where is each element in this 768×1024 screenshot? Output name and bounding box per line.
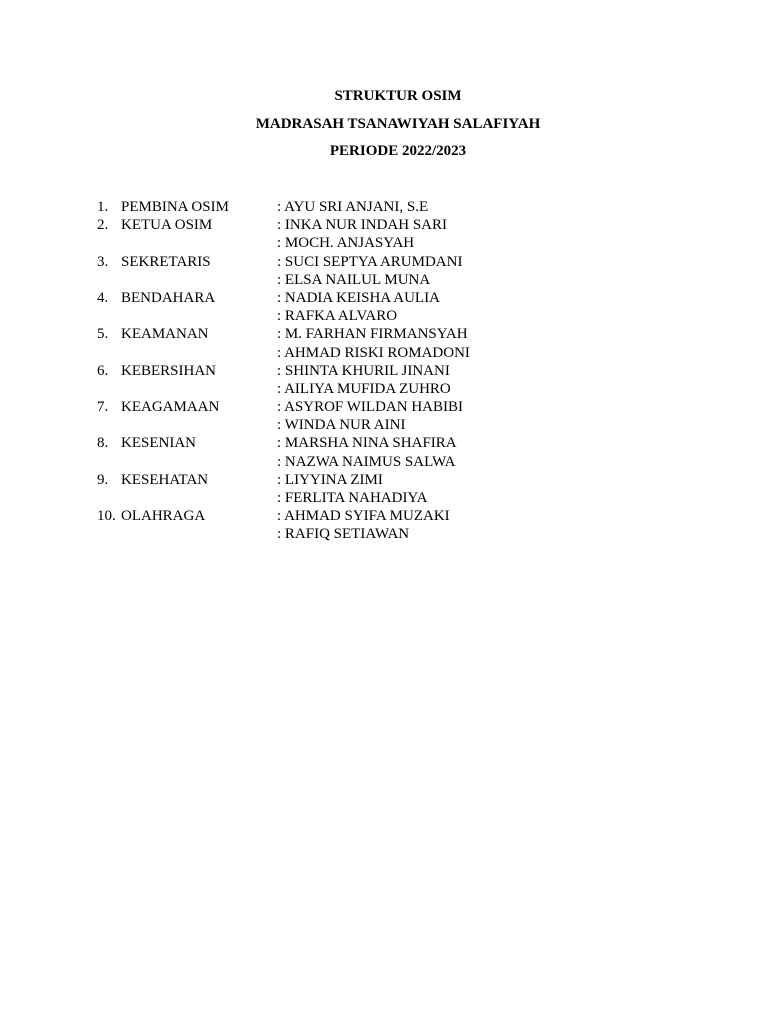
roster-row (97, 253, 717, 271)
roster-row (97, 289, 717, 307)
roster-member-name: : FERLITA NAHADIYA (277, 490, 428, 506)
roster-member-name: : MARSHA NINA SHAFIRA (277, 435, 457, 452)
roster-role: KETUA OSIM (121, 217, 213, 234)
roster-row (97, 416, 717, 434)
roster-member-name: : AHMAD RISKI ROMADONI (277, 344, 470, 361)
document-title: STRUKTUR OSIM (334, 88, 462, 104)
roster-number: 8. (97, 435, 109, 452)
roster-row (97, 362, 717, 380)
roster-row (97, 489, 717, 507)
roster-number: 10. (97, 508, 116, 525)
roster-row (97, 198, 717, 216)
roster-row (97, 434, 717, 452)
roster-number: 9. (97, 471, 109, 488)
roster-member-name: : ELSA NAILUL MUNA (277, 271, 431, 288)
roster-role: KESEHATAN (121, 471, 209, 488)
organization-roster (97, 198, 717, 544)
roster-row (97, 216, 717, 234)
roster-number: 5. (97, 326, 109, 343)
roster-role: BENDAHARA (121, 289, 216, 306)
roster-member-name: : AYU SRI ANJANI, S.E (277, 199, 429, 215)
roster-role: SEKRETARIS (121, 253, 211, 270)
roster-number: 2. (97, 217, 109, 234)
document-header (0, 87, 768, 170)
roster-member-name: : INKA NUR INDAH SARI (277, 217, 448, 234)
roster-member-name: : SHINTA KHURIL JINANI (277, 362, 450, 379)
roster-member-name: : LIYYINA ZIMI (277, 471, 383, 488)
roster-role: OLAHRAGA (121, 508, 206, 525)
period-label: PERIODE 2022/2023 (329, 143, 467, 159)
roster-row (97, 380, 717, 398)
school-name: MADRASAH TSANAWIYAH SALAFIYAH (255, 115, 541, 132)
roster-row (97, 525, 717, 543)
roster-role: KEBERSIHAN (121, 362, 217, 379)
roster-row (97, 271, 717, 289)
roster-role: KESENIAN (121, 435, 196, 452)
roster-member-name: : AILIYA MUFIDA ZUHRO (277, 380, 451, 397)
roster-number: 7. (97, 399, 109, 416)
roster-member-name: : SUCI SEPTYA ARUMDANI (277, 253, 463, 270)
roster-number: 6. (97, 362, 109, 379)
roster-row (97, 453, 717, 471)
roster-role: PEMBINA OSIM (121, 199, 229, 215)
roster-number: 4. (97, 289, 109, 306)
roster-row (97, 471, 717, 489)
roster-number: 1. (97, 199, 109, 215)
roster-member-name: : MOCH. ANJASYAH (277, 235, 415, 252)
roster-row (97, 507, 717, 525)
roster-member-name: : ASYROF WILDAN HABIBI (277, 399, 463, 416)
roster-member-name: : NADIA KEISHA AULIA (277, 289, 440, 306)
roster-row (97, 344, 717, 362)
roster-member-name: : WINDA NUR AINI (277, 417, 406, 434)
roster-number: 3. (97, 253, 109, 270)
roster-role: KEAGAMAAN (121, 399, 220, 416)
roster-member-name: : RAFKA ALVARO (277, 308, 398, 325)
roster-row (97, 234, 717, 252)
roster-member-name: : AHMAD SYIFA MUZAKI (277, 508, 450, 525)
roster-member-name: : M. FARHAN FIRMANSYAH (277, 326, 468, 343)
roster-member-name: : RAFIQ SETIAWAN (277, 526, 410, 543)
roster-role: KEAMANAN (121, 326, 209, 343)
roster-row (97, 307, 717, 325)
roster-member-name: : NAZWA NAIMUS SALWA (277, 453, 456, 470)
roster-row (97, 325, 717, 343)
roster-row (97, 398, 717, 416)
